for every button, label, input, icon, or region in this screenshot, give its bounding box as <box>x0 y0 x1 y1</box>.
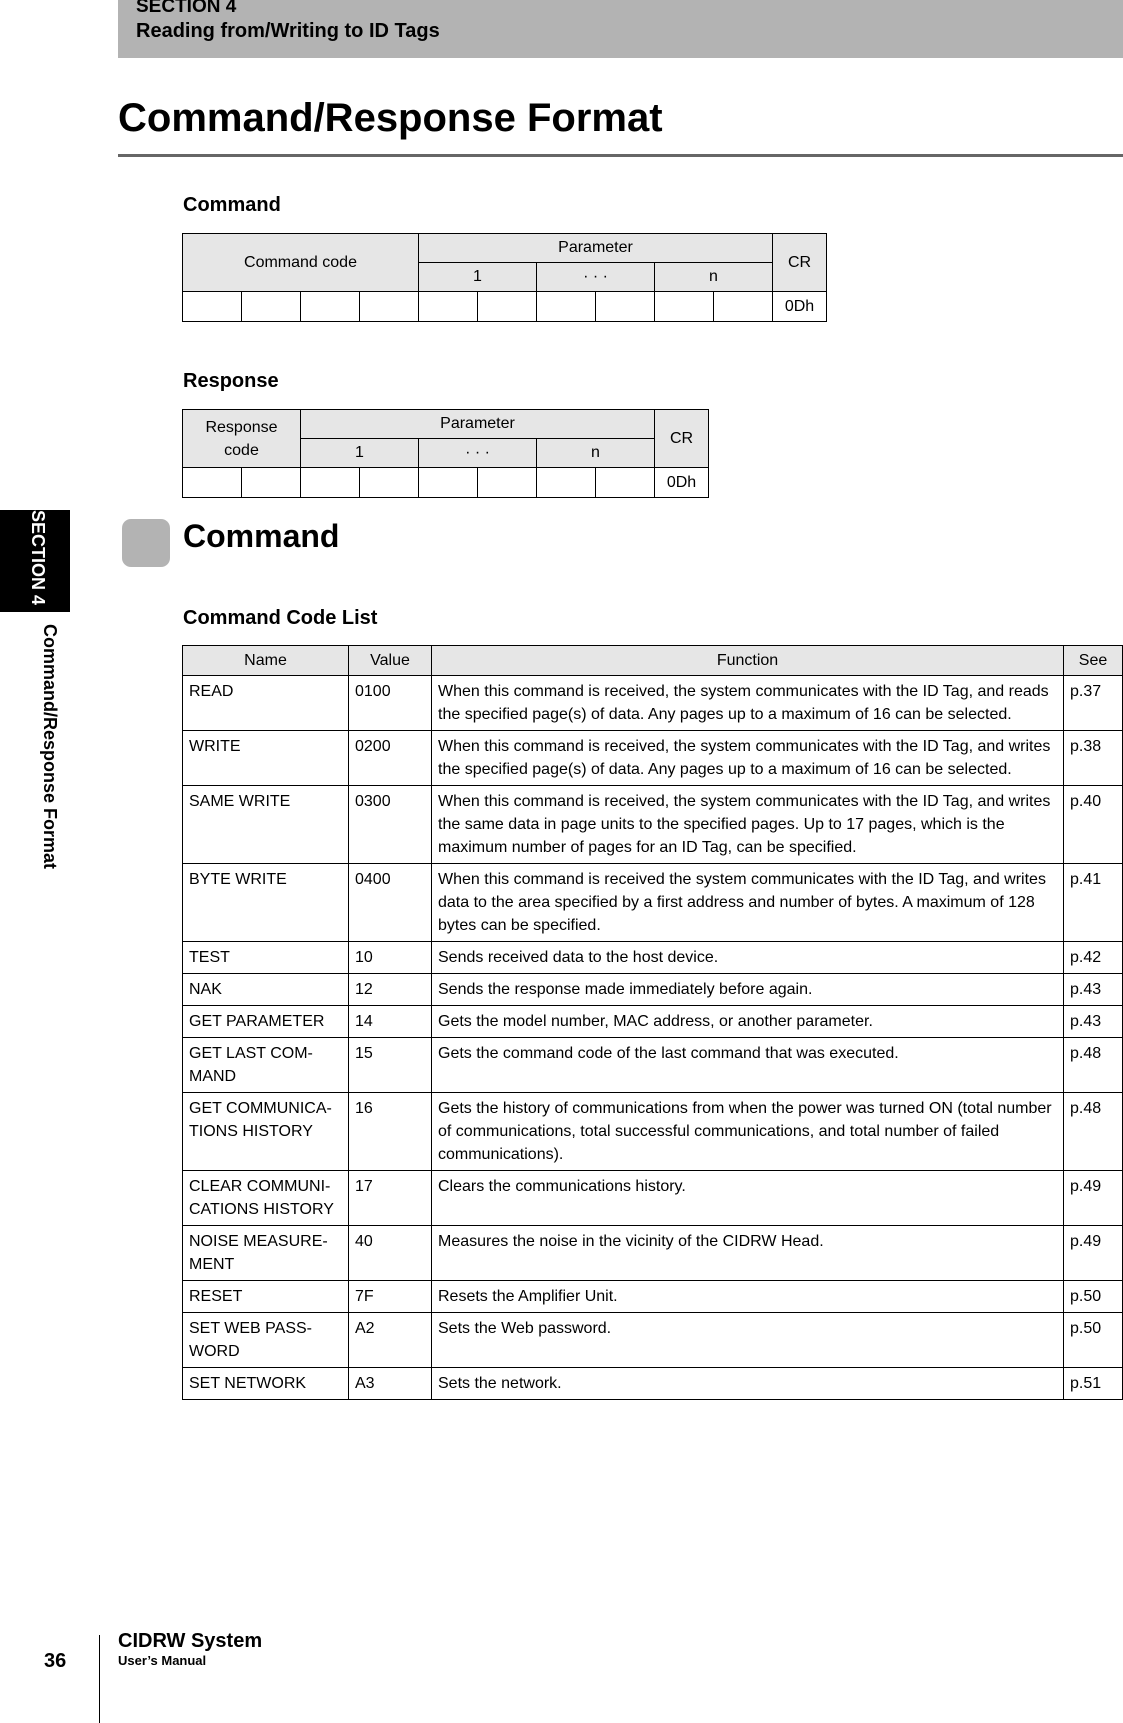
cell-function: Sets the network. <box>432 1368 1064 1400</box>
cell-function: When this command is received, the system communicates with the ID Tag, and writes the same data in page units to the specified pages. Up to 17 pages, which is the maximum number of pages for an ID Tag, can be specified. <box>432 786 1064 864</box>
cr-cell: CR <box>773 234 827 292</box>
response-format-heading: Response <box>183 370 279 392</box>
cell-function: Sends received data to the host device. <box>432 942 1064 974</box>
cell-see: p.38 <box>1064 731 1123 786</box>
table-row <box>183 1313 1123 1368</box>
cell-function: Sends the response made immediately before again. <box>432 974 1064 1006</box>
header-see: See <box>1064 646 1123 676</box>
command-code-table <box>182 645 1123 1400</box>
table-row <box>183 731 1123 786</box>
cell-see: p.50 <box>1064 1281 1123 1313</box>
header-function: Function <box>432 646 1064 676</box>
cell-name: SET WEB PASS-WORD <box>183 1313 349 1368</box>
footer-system-name: CIDRW System <box>118 1630 263 1652</box>
byte-cell <box>360 468 419 498</box>
cell-see: p.43 <box>1064 974 1123 1006</box>
cell-name: CLEAR COMMUNI-CATIONS HISTORY <box>183 1171 349 1226</box>
title-rule <box>118 154 1123 157</box>
table-row <box>183 1368 1123 1400</box>
command-section-title: Command <box>183 518 340 554</box>
cell-value: 16 <box>349 1093 432 1171</box>
parameter-cell: Parameter <box>301 410 655 439</box>
table-row <box>183 1038 1123 1093</box>
cell-see: p.41 <box>1064 864 1123 942</box>
cell-function: Sets the Web password. <box>432 1313 1064 1368</box>
section-header <box>118 0 1123 58</box>
section-subtitle: Reading from/Writing to ID Tags <box>136 20 440 42</box>
cell-function: Gets the history of communications from when the power was turned ON (total number of communications, total successful communications, and total number of failed communications). <box>432 1093 1064 1171</box>
cell-name: BYTE WRITE <box>183 864 349 942</box>
table-row <box>183 974 1123 1006</box>
cell-see: p.49 <box>1064 1171 1123 1226</box>
section-tab-label: Command/Response Format <box>40 624 60 870</box>
cell-function: When this command is received, the system communicates with the ID Tag, and reads the specified page(s) of data. Any pages up to a maximum of 16 can be selected. <box>432 676 1064 731</box>
cell-value: 15 <box>349 1038 432 1093</box>
table-row <box>183 1226 1123 1281</box>
command-code-cell: Command code <box>183 234 419 292</box>
command-format-table <box>182 233 827 322</box>
cell-value: 10 <box>349 942 432 974</box>
byte-cell <box>419 292 478 322</box>
cell-name: SAME WRITE <box>183 786 349 864</box>
cell-name: RESET <box>183 1281 349 1313</box>
param-n-cell: n <box>655 263 773 292</box>
cell-value: A2 <box>349 1313 432 1368</box>
cell-see: p.42 <box>1064 942 1123 974</box>
byte-cell <box>478 468 537 498</box>
page-number: 36 <box>44 1650 67 1672</box>
byte-cell <box>478 292 537 322</box>
table-row <box>183 942 1123 974</box>
byte-cell <box>183 468 242 498</box>
byte-cell <box>537 468 596 498</box>
byte-cell <box>301 468 360 498</box>
parameter-cell: Parameter <box>419 234 773 263</box>
cell-value: 17 <box>349 1171 432 1226</box>
table-row <box>183 864 1123 942</box>
cell-see: p.40 <box>1064 786 1123 864</box>
table-row <box>183 1093 1123 1171</box>
section-tab-number: SECTION 4 <box>28 510 48 606</box>
command-code-list-heading: Command Code List <box>183 607 378 629</box>
cell-name: GET COMMUNICA-TIONS HISTORY <box>183 1093 349 1171</box>
param-dots-cell: · · · <box>537 263 655 292</box>
footer-manual-label: User’s Manual <box>118 1653 207 1668</box>
byte-cell <box>596 468 655 498</box>
cell-function: Measures the noise in the vicinity of the CIDRW Head. <box>432 1226 1064 1281</box>
cell-value: 0300 <box>349 786 432 864</box>
cr-value-cell: 0Dh <box>773 292 827 322</box>
cell-function: Clears the communications history. <box>432 1171 1064 1226</box>
table-row <box>183 1006 1123 1038</box>
byte-cell <box>301 292 360 322</box>
command-format-heading: Command <box>183 194 281 216</box>
table-row <box>183 1171 1123 1226</box>
cell-function: Gets the model number, MAC address, or another parameter. <box>432 1006 1064 1038</box>
cell-name: NAK <box>183 974 349 1006</box>
cell-name: SET NETWORK <box>183 1368 349 1400</box>
byte-cell <box>537 292 596 322</box>
header-value: Value <box>349 646 432 676</box>
section-number: SECTION 4 <box>136 0 237 17</box>
cell-value: 14 <box>349 1006 432 1038</box>
cr-cell: CR <box>655 410 709 468</box>
header-name: Name <box>183 646 349 676</box>
byte-cell <box>242 468 301 498</box>
cell-see: p.50 <box>1064 1313 1123 1368</box>
cell-see: p.43 <box>1064 1006 1123 1038</box>
cell-see: p.48 <box>1064 1093 1123 1171</box>
param-n-cell: n <box>537 439 655 468</box>
cell-see: p.48 <box>1064 1038 1123 1093</box>
cell-value: 0200 <box>349 731 432 786</box>
cell-name: GET LAST COM-MAND <box>183 1038 349 1093</box>
table-header-row <box>183 646 1123 676</box>
table-row <box>183 676 1123 731</box>
page-title: Command/Response Format <box>118 96 663 140</box>
cell-name: GET PARAMETER <box>183 1006 349 1038</box>
byte-cell <box>183 292 242 322</box>
cell-name: NOISE MEASURE-MENT <box>183 1226 349 1281</box>
cr-value-cell: 0Dh <box>655 468 709 498</box>
table-row <box>183 786 1123 864</box>
cell-function: When this command is received the system communicates with the ID Tag, and writes data to the area specified by a first address and number of bytes. A maximum of 128 bytes can be specified. <box>432 864 1064 942</box>
cell-name: WRITE <box>183 731 349 786</box>
byte-cell <box>242 292 301 322</box>
param-1-cell: 1 <box>419 263 537 292</box>
param-dots-cell: · · · <box>419 439 537 468</box>
cell-value: 0100 <box>349 676 432 731</box>
cell-see: p.37 <box>1064 676 1123 731</box>
cell-see: p.51 <box>1064 1368 1123 1400</box>
cell-function: Gets the command code of the last command that was executed. <box>432 1038 1064 1093</box>
cell-value: 7F <box>349 1281 432 1313</box>
cell-see: p.49 <box>1064 1226 1123 1281</box>
byte-cell <box>655 292 714 322</box>
byte-cell <box>419 468 478 498</box>
byte-cell <box>360 292 419 322</box>
param-1-cell: 1 <box>301 439 419 468</box>
section-tab <box>0 510 70 612</box>
cell-value: 0400 <box>349 864 432 942</box>
footer-divider <box>99 1635 100 1723</box>
cell-value: A3 <box>349 1368 432 1400</box>
table-row <box>183 1281 1123 1313</box>
cell-name: READ <box>183 676 349 731</box>
cell-function: When this command is received, the system communicates with the ID Tag, and writes the specified page(s) of data. Any pages up to a maximum of 16 can be selected. <box>432 731 1064 786</box>
section-marker-icon <box>122 519 170 567</box>
cell-name: TEST <box>183 942 349 974</box>
response-format-table <box>182 409 709 498</box>
byte-cell <box>596 292 655 322</box>
byte-cell <box>714 292 773 322</box>
cell-value: 12 <box>349 974 432 1006</box>
cell-value: 40 <box>349 1226 432 1281</box>
response-code-cell: Response code <box>183 410 301 468</box>
cell-function: Resets the Amplifier Unit. <box>432 1281 1064 1313</box>
